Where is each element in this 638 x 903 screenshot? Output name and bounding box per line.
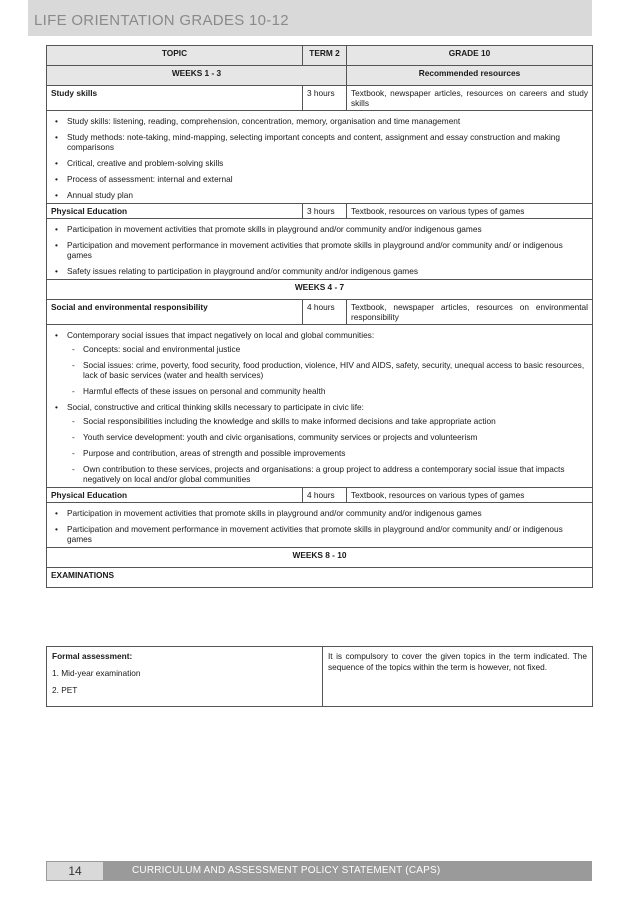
resources-cell: Textbook, newspaper articles, resources on environmental responsibility bbox=[347, 300, 593, 325]
list-item: • Participation in movement activities that promote skills in playground and/or community and/or indigenous games bbox=[51, 224, 588, 234]
list-item: • Participation and movement performance in movement activities that promote skills in playground and/or community and/ or indigenous games bbox=[51, 524, 588, 544]
list-item: • Safety issues relating to participation in playground and/or community and/or indigenous games bbox=[51, 266, 588, 276]
list-item-text: Contemporary social issues that impact negatively on local and global communities: bbox=[67, 330, 375, 340]
bullet-list bbox=[51, 505, 588, 544]
bullet-list bbox=[51, 113, 588, 200]
social-content-row bbox=[47, 325, 593, 488]
pe2-content-row bbox=[47, 503, 593, 548]
page-header-title: LIFE ORIENTATION GRADES 10-12 bbox=[34, 12, 289, 29]
resources-header: Recommended resources bbox=[347, 66, 593, 86]
pe1-row bbox=[47, 204, 593, 219]
list-item: • Process of assessment: internal and external bbox=[51, 174, 588, 184]
content-cell bbox=[47, 503, 593, 548]
table-header-row bbox=[47, 46, 593, 66]
weeks-8-10-row bbox=[47, 548, 593, 568]
assessment-note: It is compulsory to cover the given topics in the term indicated. The sequence of the topics within the term is however, not fixed. bbox=[323, 647, 593, 707]
pe1-content-row bbox=[47, 219, 593, 280]
social-row bbox=[47, 300, 593, 325]
sub-list-item: - Own contribution to these services, projects and organisations: a group project to address a contemporary social issue that impacts negatively on local and/or global communities bbox=[67, 464, 588, 484]
study-skills-content-row bbox=[47, 111, 593, 204]
footer-band bbox=[46, 861, 592, 881]
list-item: • Study methods: note-taking, mind-mapping, selecting important concepts and content, assignment and essay construction and making comparisons bbox=[51, 132, 588, 152]
grade-header: GRADE 10 bbox=[347, 46, 593, 66]
list-item bbox=[51, 330, 588, 396]
curriculum-table bbox=[46, 45, 593, 588]
content-cell bbox=[47, 325, 593, 488]
sub-list-item: - Concepts: social and environmental justice bbox=[67, 344, 588, 354]
weeks-8-10-label: WEEKS 8 - 10 bbox=[47, 548, 593, 568]
hours-cell: 3 hours bbox=[303, 204, 347, 219]
content-cell bbox=[47, 111, 593, 204]
sub-list bbox=[67, 340, 588, 396]
sub-list-item: - Social responsibilities including the knowledge and skills to make informed decisions and take appropriate action bbox=[67, 416, 588, 426]
assessment-row bbox=[47, 647, 593, 707]
term-header: TERM 2 bbox=[303, 46, 347, 66]
topic-header: TOPIC bbox=[47, 46, 303, 66]
pe2-row bbox=[47, 488, 593, 503]
examinations-label: EXAMINATIONS bbox=[47, 568, 593, 588]
hours-cell: 3 hours bbox=[303, 86, 347, 111]
topic-cell: Physical Education bbox=[47, 488, 303, 503]
list-item: • Critical, creative and problem-solving skills bbox=[51, 158, 588, 168]
weeks-header-row bbox=[47, 66, 593, 86]
weeks-1-3-label: WEEKS 1 - 3 bbox=[47, 66, 347, 86]
assessment-table bbox=[46, 646, 593, 707]
formal-assessment-cell bbox=[47, 647, 323, 707]
resources-cell: Textbook, resources on various types of games bbox=[347, 488, 593, 503]
study-skills-row bbox=[47, 86, 593, 111]
resources-cell: Textbook, newspaper articles, resources on careers and study skills bbox=[347, 86, 593, 111]
footer-text: CURRICULUM AND ASSESSMENT POLICY STATEMENT (CAPS) bbox=[132, 865, 441, 876]
list-item: • Annual study plan bbox=[51, 190, 588, 200]
content-cell bbox=[47, 219, 593, 280]
sub-list bbox=[67, 412, 588, 484]
topic-cell: Study skills bbox=[47, 86, 303, 111]
bullet-list bbox=[51, 221, 588, 276]
bullet-list bbox=[51, 327, 588, 484]
hours-cell: 4 hours bbox=[303, 488, 347, 503]
sub-list-item: - Social issues: crime, poverty, food security, food production, violence, HIV and AIDS, safety, security, unequal access to basic resources, lack of basic services (water and health services) bbox=[67, 360, 588, 380]
list-item bbox=[51, 402, 588, 484]
assessment-item: 2. PET bbox=[52, 685, 78, 695]
page-number: 14 bbox=[46, 861, 104, 881]
sub-list-item: - Youth service development: youth and civic organisations, community services or projects and volunteerism bbox=[67, 432, 588, 442]
examinations-row bbox=[47, 568, 593, 588]
sub-list-item: - Harmful effects of these issues on personal and community health bbox=[67, 386, 588, 396]
formal-assessment-title: Formal assessment: bbox=[52, 651, 133, 661]
topic-cell: Physical Education bbox=[47, 204, 303, 219]
sub-list-item: - Purpose and contribution, areas of strength and possible improvements bbox=[67, 448, 588, 458]
list-item: • Study skills: listening, reading, comprehension, concentration, memory, organisation and time management bbox=[51, 116, 588, 126]
hours-cell: 4 hours bbox=[303, 300, 347, 325]
list-item: • Participation and movement performance in movement activities that promote skills in playground and/or community and/ or indigenous games bbox=[51, 240, 588, 260]
list-item-text: Social, constructive and critical thinking skills necessary to participate in civic life: bbox=[67, 402, 364, 412]
weeks-4-7-label: WEEKS 4 - 7 bbox=[47, 280, 593, 300]
topic-cell: Social and environmental responsibility bbox=[47, 300, 303, 325]
assessment-item: 1. Mid-year examination bbox=[52, 668, 141, 678]
list-item: • Participation in movement activities that promote skills in playground and/or community and/or indigenous games bbox=[51, 508, 588, 518]
resources-cell: Textbook, resources on various types of games bbox=[347, 204, 593, 219]
weeks-4-7-row bbox=[47, 280, 593, 300]
